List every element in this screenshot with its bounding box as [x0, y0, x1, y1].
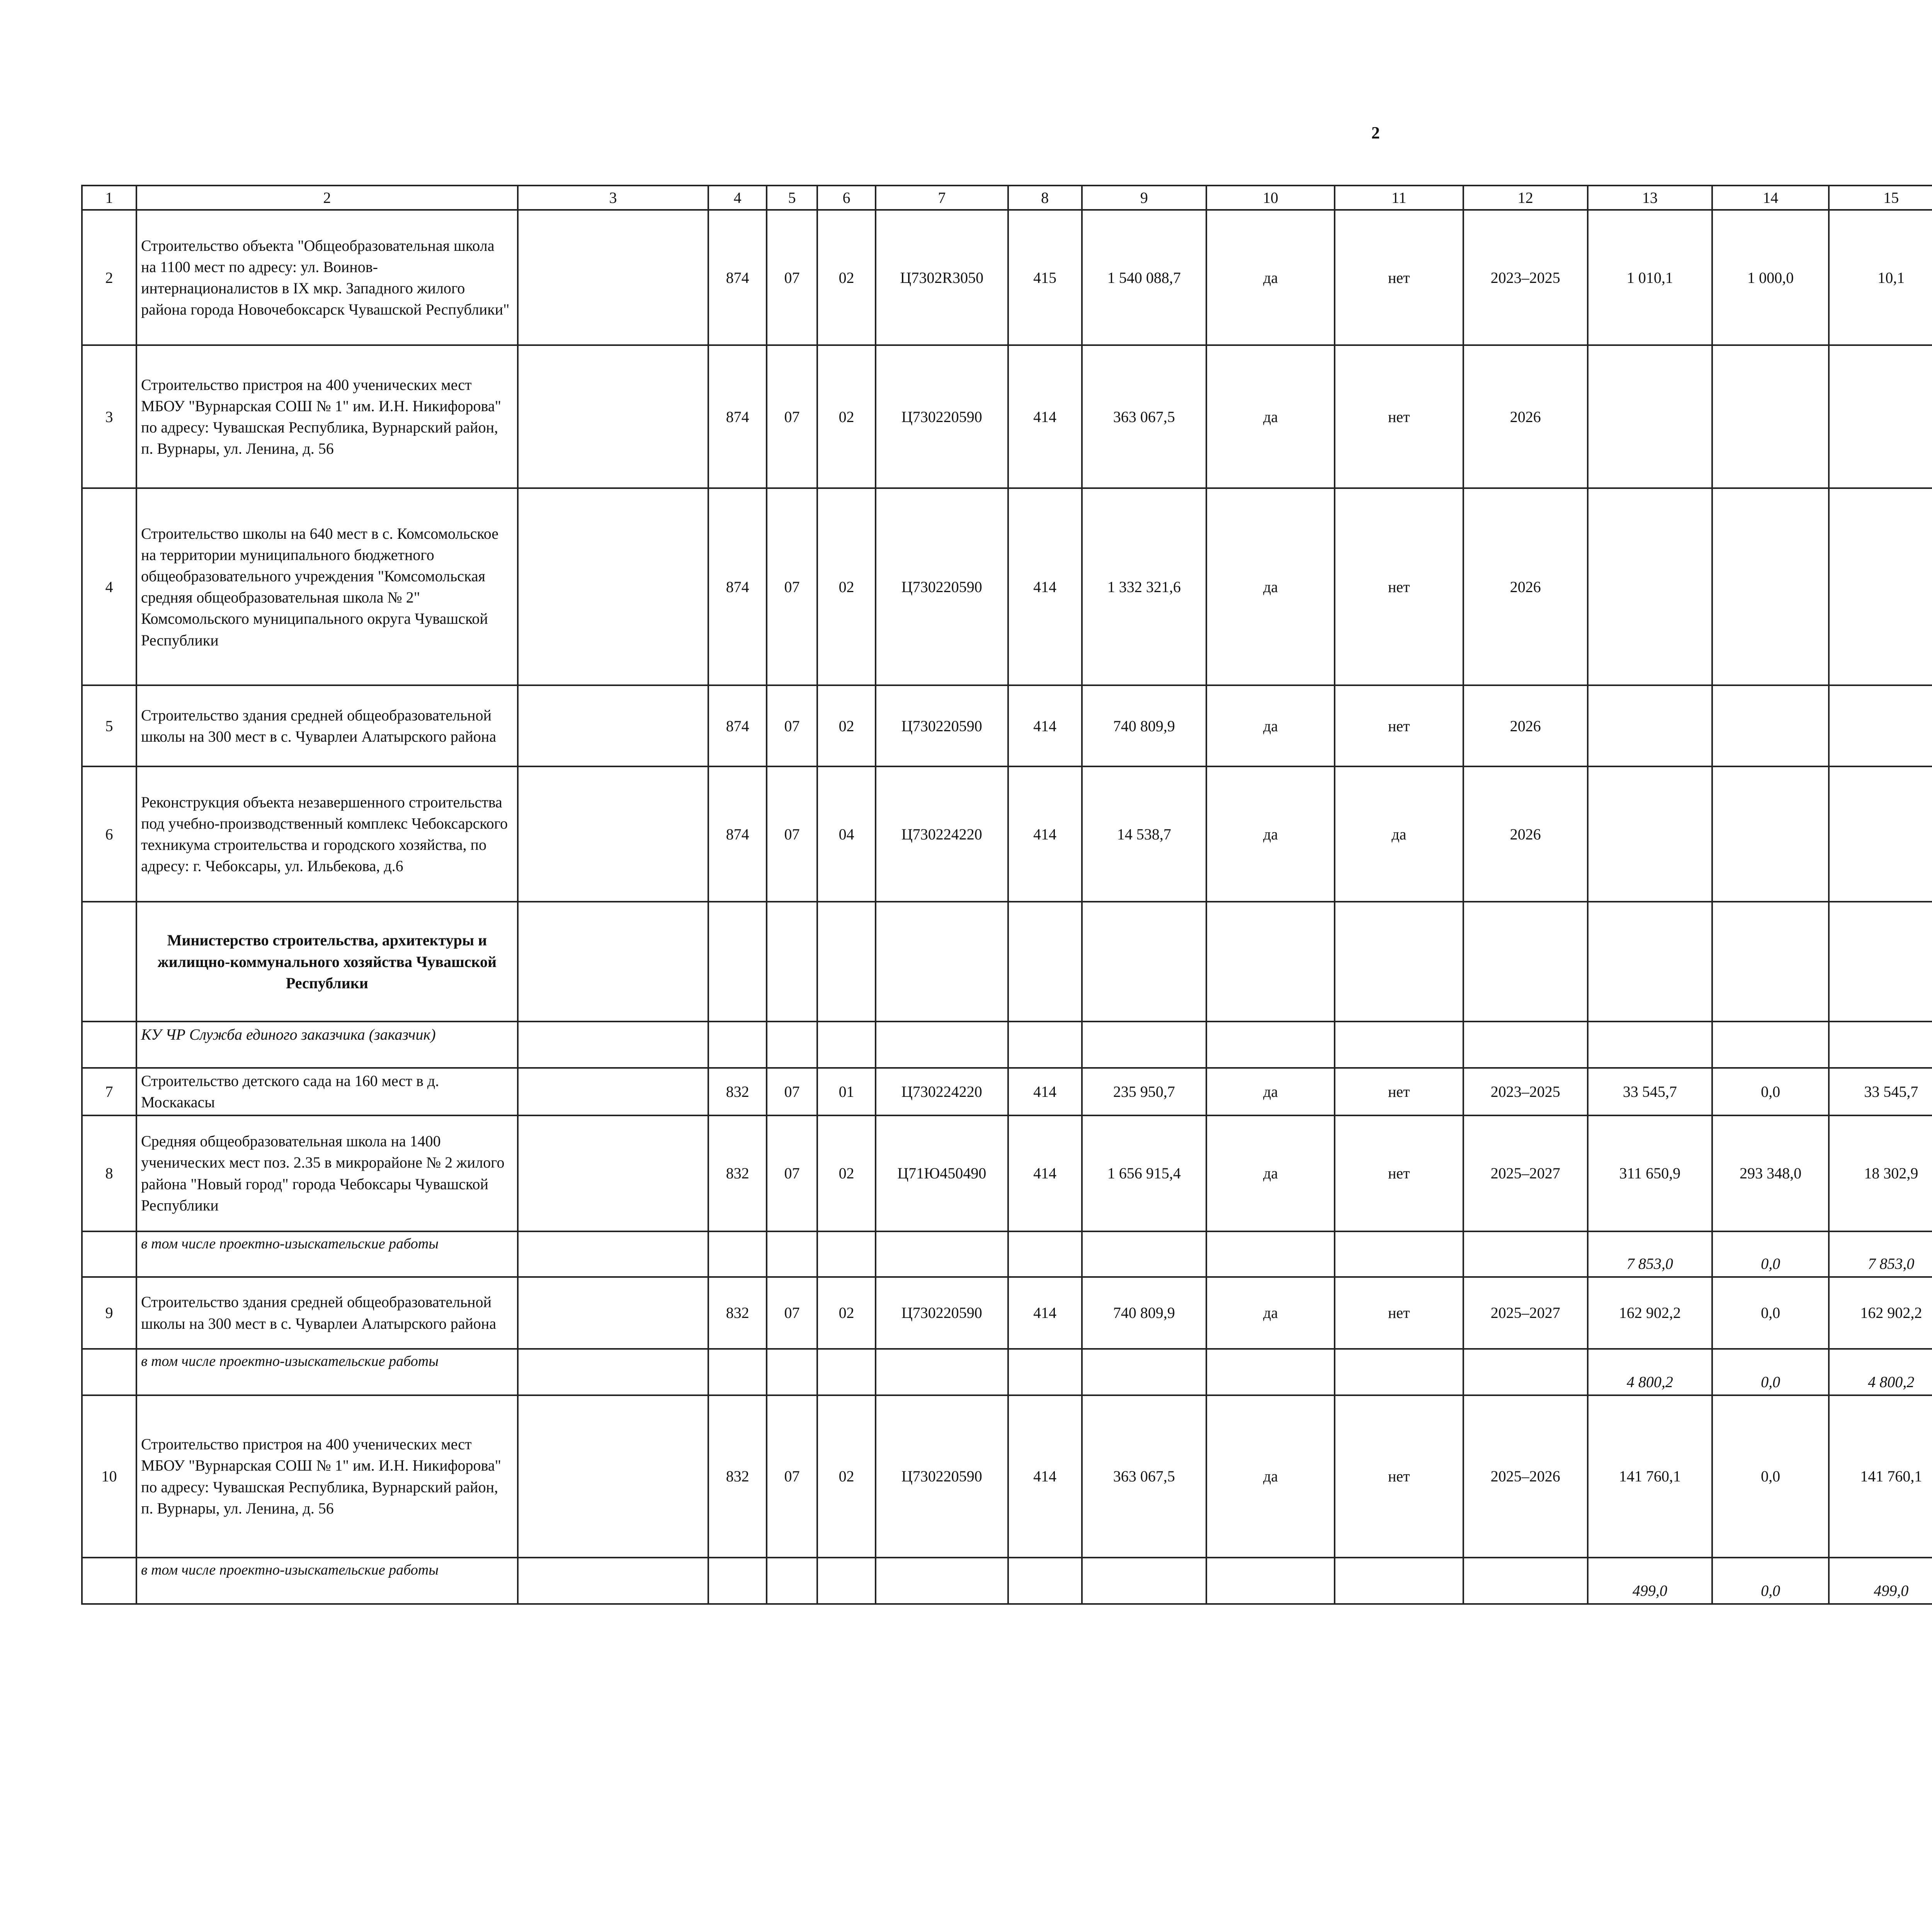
table-cell [518, 1558, 708, 1604]
object-name-cell: в том числе проектно-изыскательские работы [136, 1231, 518, 1277]
table-cell [1829, 488, 1932, 685]
table-cell [518, 210, 708, 345]
table-cell: Ц730220590 [876, 488, 1008, 685]
table-cell [1829, 345, 1932, 488]
table-cell: да [1206, 210, 1335, 345]
table-cell: Ц730220590 [876, 345, 1008, 488]
table-cell: 02 [817, 1115, 876, 1231]
table-body [82, 186, 1932, 1604]
table-cell: да [1206, 345, 1335, 488]
table-row [82, 210, 1932, 345]
column-number: 9 [1082, 186, 1206, 210]
column-number: 12 [1463, 186, 1588, 210]
table-cell: нет [1335, 1068, 1463, 1115]
table-cell: 07 [767, 1395, 817, 1558]
table-cell [1463, 902, 1588, 1022]
table-cell [1588, 488, 1712, 685]
column-number: 1 [82, 186, 136, 210]
table-cell: 8 [82, 1115, 136, 1231]
page-number: 2 [1371, 123, 1380, 142]
table-cell: 740 809,9 [1082, 685, 1206, 766]
table-cell [1588, 766, 1712, 902]
table-cell: да [1206, 685, 1335, 766]
table-cell: да [1206, 1068, 1335, 1115]
table-cell: 2 [82, 210, 136, 345]
table-cell [1712, 488, 1829, 685]
table-cell: 0,0 [1712, 1277, 1829, 1349]
table-cell [767, 1231, 817, 1277]
budget-table [81, 185, 1932, 1605]
column-number: 13 [1588, 186, 1712, 210]
object-name-cell: Строительство пристроя на 400 ученических мест МБОУ "Вурнарская СОШ № 1" им. И.Н. Никифорова" по адресу: Чувашская Республика, Вурнарский район, п. Вурнары, ул. Ленина, д. 56 [136, 1395, 518, 1558]
table-cell: 832 [708, 1277, 767, 1349]
table-cell [1588, 1022, 1712, 1068]
table-cell: Ц71Ю450490 [876, 1115, 1008, 1231]
object-name-cell: Строительство детского сада на 160 мест в д. Москакасы [136, 1068, 518, 1115]
column-number: 2 [136, 186, 518, 210]
table-cell [708, 1231, 767, 1277]
table-row [82, 685, 1932, 766]
object-name-cell: в том числе проектно-изыскательские работы [136, 1558, 518, 1604]
table-cell: 14 538,7 [1082, 766, 1206, 902]
table-cell: 414 [1008, 1115, 1082, 1231]
table-cell: 499,0 [1588, 1558, 1712, 1604]
table-cell: 07 [767, 1115, 817, 1231]
table-cell: 1 000,0 [1712, 210, 1829, 345]
column-number-row [82, 186, 1932, 210]
table-cell [518, 1022, 708, 1068]
table-cell [817, 1558, 876, 1604]
table-row [82, 766, 1932, 902]
table-cell [876, 1558, 1008, 1604]
table-cell: 02 [817, 488, 876, 685]
table-cell [1082, 902, 1206, 1022]
object-name-cell: Строительство пристроя на 400 ученических мест МБОУ "Вурнарская СОШ № 1" им. И.Н. Никифорова" по адресу: Чувашская Республика, Вурнарский район, п. Вурнары, ул. Ленина, д. 56 [136, 345, 518, 488]
table-cell [1335, 1349, 1463, 1395]
table-cell: да [1206, 488, 1335, 685]
table-cell [708, 1022, 767, 1068]
table-cell [817, 1349, 876, 1395]
table-cell: да [1206, 1395, 1335, 1558]
table-cell: 2023–2025 [1463, 210, 1588, 345]
table-cell [708, 1349, 767, 1395]
table-cell [1082, 1349, 1206, 1395]
table-cell: 414 [1008, 1395, 1082, 1558]
table-cell [518, 1115, 708, 1231]
table-cell: 874 [708, 488, 767, 685]
table-cell [817, 902, 876, 1022]
table-cell: Ц730220590 [876, 1277, 1008, 1349]
table-cell [82, 902, 136, 1022]
table-cell [518, 1231, 708, 1277]
table-cell: 0,0 [1712, 1349, 1829, 1395]
table-cell [1008, 902, 1082, 1022]
table-cell: Ц730220590 [876, 1395, 1008, 1558]
table-cell: 414 [1008, 345, 1082, 488]
survey-works-row [82, 1558, 1932, 1604]
table-cell [1082, 1231, 1206, 1277]
section-heading-row [82, 902, 1932, 1022]
table-cell: 2026 [1463, 488, 1588, 685]
table-cell: 0,0 [1712, 1231, 1829, 1277]
table-cell: 740 809,9 [1082, 1277, 1206, 1349]
table-cell: 874 [708, 766, 767, 902]
table-cell [1463, 1022, 1588, 1068]
table-cell: 6 [82, 766, 136, 902]
table-cell: 5 [82, 685, 136, 766]
table-cell: 01 [817, 1068, 876, 1115]
table-cell: 832 [708, 1115, 767, 1231]
table-cell [1206, 902, 1335, 1022]
table-cell [1463, 1231, 1588, 1277]
table-cell: 3 [82, 345, 136, 488]
table-cell: 18 302,9 [1829, 1115, 1932, 1231]
table-cell [1335, 902, 1463, 1022]
table-row [82, 345, 1932, 488]
table-cell [1829, 766, 1932, 902]
table-cell: 4 [82, 488, 136, 685]
table-cell [518, 685, 708, 766]
table-cell [876, 902, 1008, 1022]
table-cell [1712, 345, 1829, 488]
table-cell: нет [1335, 685, 1463, 766]
column-number: 8 [1008, 186, 1082, 210]
table-cell [1829, 685, 1932, 766]
table-cell [1712, 685, 1829, 766]
table-row [82, 488, 1932, 685]
table-cell [82, 1349, 136, 1395]
table-cell [1082, 1022, 1206, 1068]
table-row [82, 1277, 1932, 1349]
table-row [82, 1068, 1932, 1115]
table-cell: 141 760,1 [1829, 1395, 1932, 1558]
table-cell [1008, 1558, 1082, 1604]
table-cell: 415 [1008, 210, 1082, 345]
table-cell: 235 950,7 [1082, 1068, 1206, 1115]
table-cell: 874 [708, 685, 767, 766]
table-cell: 414 [1008, 766, 1082, 902]
column-number: 3 [518, 186, 708, 210]
table-cell: 07 [767, 1277, 817, 1349]
table-cell [1206, 1349, 1335, 1395]
table-cell: 02 [817, 685, 876, 766]
object-name-cell: Строительство здания средней общеобразовательной школы на 300 мест в с. Чуварлеи Алатырского района [136, 685, 518, 766]
table-cell: 2026 [1463, 685, 1588, 766]
table-cell: 2026 [1463, 345, 1588, 488]
table-cell [82, 1231, 136, 1277]
table-row [82, 1115, 1932, 1231]
table-cell: 414 [1008, 488, 1082, 685]
table-cell: 874 [708, 345, 767, 488]
table-cell: да [1206, 1277, 1335, 1349]
subsection-heading-row [82, 1022, 1932, 1068]
table-cell [1588, 685, 1712, 766]
object-name-cell: Строительство здания средней общеобразовательной школы на 300 мест в с. Чуварлеи Алатырского района [136, 1277, 518, 1349]
table-cell: Ц730220590 [876, 685, 1008, 766]
table-cell [518, 766, 708, 902]
table-cell [1829, 902, 1932, 1022]
table-cell [1335, 1231, 1463, 1277]
table-cell: 1 332 321,6 [1082, 488, 1206, 685]
object-name-cell: Реконструкция объекта незавершенного строительства под учебно-производственный комплекс Чебоксарского техникума строительства и городского хозяйства, по адресу: г. Чебоксары, ул. Ильбекова, д.6 [136, 766, 518, 902]
column-number: 4 [708, 186, 767, 210]
table-cell: 04 [817, 766, 876, 902]
table-cell: нет [1335, 1277, 1463, 1349]
table-cell: 832 [708, 1395, 767, 1558]
table-cell [1463, 1558, 1588, 1604]
table-cell [1335, 1022, 1463, 1068]
table-cell: 02 [817, 1277, 876, 1349]
table-cell: 33 545,7 [1829, 1068, 1932, 1115]
table-cell: 10,1 [1829, 210, 1932, 345]
table-cell: Ц730224220 [876, 766, 1008, 902]
table-cell: 162 902,2 [1829, 1277, 1932, 1349]
table-cell [1008, 1022, 1082, 1068]
table-cell: 414 [1008, 1277, 1082, 1349]
table-cell: Ц730224220 [876, 1068, 1008, 1115]
table-cell: 7 853,0 [1829, 1231, 1932, 1277]
table-cell [767, 1022, 817, 1068]
column-number: 7 [876, 186, 1008, 210]
table-cell: 1 010,1 [1588, 210, 1712, 345]
table-cell: да [1335, 766, 1463, 902]
table-cell: 1 540 088,7 [1082, 210, 1206, 345]
table-cell: 02 [817, 1395, 876, 1558]
table-cell [876, 1231, 1008, 1277]
object-name-cell: Строительство объекта "Общеобразовательная школа на 1100 мест по адресу: ул. Воинов-интернационалистов в IX мкр. Западного жилого района города Новочебоксарск Чувашской Республики" [136, 210, 518, 345]
table-cell [876, 1349, 1008, 1395]
table-cell: нет [1335, 1115, 1463, 1231]
table-cell: 7 [82, 1068, 136, 1115]
table-cell [876, 1022, 1008, 1068]
table-cell [1206, 1231, 1335, 1277]
table-cell: 10 [82, 1395, 136, 1558]
table-cell: 1 656 915,4 [1082, 1115, 1206, 1231]
table-cell: 2026 [1463, 766, 1588, 902]
table-cell: 874 [708, 210, 767, 345]
table-cell [708, 902, 767, 1022]
table-cell: 2025–2026 [1463, 1395, 1588, 1558]
table-cell: 07 [767, 685, 817, 766]
survey-works-row [82, 1231, 1932, 1277]
table-cell: 07 [767, 488, 817, 685]
table-cell [767, 1558, 817, 1604]
table-cell: нет [1335, 488, 1463, 685]
table-cell: 07 [767, 766, 817, 902]
table-cell [1335, 1558, 1463, 1604]
column-number: 5 [767, 186, 817, 210]
table-cell [82, 1558, 136, 1604]
object-name-cell: Строительство школы на 640 мест в с. Комсомольское на территории муниципального бюджетного общеобразовательного учреждения "Комсомольская средняя общеобразовательная школа № 2" Комсомольского муниципального округа Чувашской Республики [136, 488, 518, 685]
table-cell: 162 902,2 [1588, 1277, 1712, 1349]
table-cell [1829, 1022, 1932, 1068]
table-cell: нет [1335, 1395, 1463, 1558]
table-cell [82, 1022, 136, 1068]
table-cell [1712, 1022, 1829, 1068]
table-cell [1588, 345, 1712, 488]
table-cell: 0,0 [1712, 1395, 1829, 1558]
table-cell [767, 1349, 817, 1395]
table-cell [817, 1231, 876, 1277]
table-cell [1712, 902, 1829, 1022]
table-cell: нет [1335, 345, 1463, 488]
table-cell [1082, 1558, 1206, 1604]
object-name-cell: Средняя общеобразовательная школа на 1400 ученических мест поз. 2.35 в микрорайоне № 2 жилого района "Новый город" города Чебоксары Чувашской Республики [136, 1115, 518, 1231]
table-cell: 499,0 [1829, 1558, 1932, 1604]
table-cell: 293 348,0 [1712, 1115, 1829, 1231]
object-name-cell: Министерство строительства, архитектуры и жилищно-коммунального хозяйства Чувашской Республики [136, 902, 518, 1022]
column-number: 11 [1335, 186, 1463, 210]
table-cell [518, 1349, 708, 1395]
column-number: 10 [1206, 186, 1335, 210]
table-cell: 33 545,7 [1588, 1068, 1712, 1115]
table-cell: 07 [767, 210, 817, 345]
table-cell: 141 760,1 [1588, 1395, 1712, 1558]
table-cell [518, 1068, 708, 1115]
table-cell [518, 1395, 708, 1558]
table-cell [767, 902, 817, 1022]
table-cell: да [1206, 1115, 1335, 1231]
table-cell: 363 067,5 [1082, 1395, 1206, 1558]
table-cell: 4 800,2 [1588, 1349, 1712, 1395]
column-number: 15 [1829, 186, 1932, 210]
table-cell: 363 067,5 [1082, 345, 1206, 488]
table-cell: 07 [767, 1068, 817, 1115]
table-cell [518, 1277, 708, 1349]
table-cell: 9 [82, 1277, 136, 1349]
table-cell: 832 [708, 1068, 767, 1115]
table-cell: 2023–2025 [1463, 1068, 1588, 1115]
survey-works-row [82, 1349, 1932, 1395]
table-cell: 414 [1008, 685, 1082, 766]
column-number: 6 [817, 186, 876, 210]
column-number: 14 [1712, 186, 1829, 210]
table-cell [708, 1558, 767, 1604]
table-cell: 2025–2027 [1463, 1115, 1588, 1231]
table-cell: да [1206, 766, 1335, 902]
table-cell [1008, 1349, 1082, 1395]
object-name-cell: КУ ЧР Служба единого заказчика (заказчик) [136, 1022, 518, 1068]
table-cell: 7 853,0 [1588, 1231, 1712, 1277]
table-cell [518, 345, 708, 488]
table-cell [1008, 1231, 1082, 1277]
table-cell: 311 650,9 [1588, 1115, 1712, 1231]
table-cell: 2025–2027 [1463, 1277, 1588, 1349]
table-cell [1206, 1022, 1335, 1068]
table-row [82, 1395, 1932, 1558]
table-cell: 07 [767, 345, 817, 488]
object-name-cell: в том числе проектно-изыскательские работы [136, 1349, 518, 1395]
table-cell [518, 902, 708, 1022]
table-cell: Ц7302R3050 [876, 210, 1008, 345]
table-cell: 02 [817, 345, 876, 488]
table-cell [1463, 1349, 1588, 1395]
table-cell: 02 [817, 210, 876, 345]
table-cell [1588, 902, 1712, 1022]
table-cell [1206, 1558, 1335, 1604]
table-cell: 414 [1008, 1068, 1082, 1115]
table-cell: 0,0 [1712, 1068, 1829, 1115]
table-cell: нет [1335, 210, 1463, 345]
table-cell: 4 800,2 [1829, 1349, 1932, 1395]
table-cell [518, 488, 708, 685]
table-cell: 0,0 [1712, 1558, 1829, 1604]
table-cell [1712, 766, 1829, 902]
table-cell [817, 1022, 876, 1068]
